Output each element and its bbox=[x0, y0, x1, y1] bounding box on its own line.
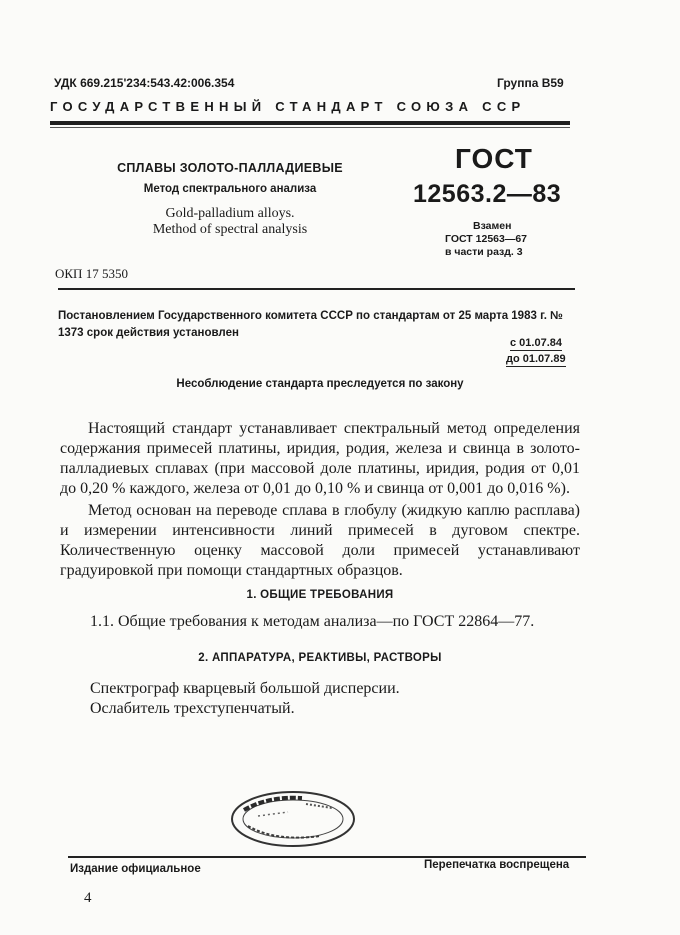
udk-code: УДК 669.215'234:543.42:006.354 bbox=[54, 76, 235, 90]
paragraph-method: Метод основан на переводе сплава в глобулу (жидкую каплю расплава) и измерении интенсивности линий примесей в дуговом спектре. Количественную оценку массовой доли примесей устанавливают градуировкой при помощи стандартных образцов. bbox=[60, 502, 580, 579]
gost-number: 12563.2—83 bbox=[413, 180, 562, 208]
replaces-gost: ГОСТ 12563—67 bbox=[445, 233, 528, 245]
clause-1-1: 1.1. Общие требования к методам анализа—по ГОСТ 22864—77. bbox=[90, 613, 535, 630]
title-english bbox=[100, 206, 360, 238]
decree-text: Постановлением Государственного комитета СССР по стандартам от 25 марта 1983 г. № 1373 срок действия установлен bbox=[58, 310, 563, 339]
title-english-line2: Method of spectral analysis bbox=[152, 222, 308, 237]
date-from: с 01.07.84 bbox=[510, 337, 562, 349]
title-english-line1: Gold-palladium alloys. bbox=[165, 206, 295, 221]
date-to: до 01.07.89 bbox=[506, 353, 566, 365]
reprint-notice: Перепечатка воспрещена bbox=[424, 859, 570, 871]
apparatus-item: Ослабитель трехступенчатый. bbox=[90, 700, 295, 717]
replaces-part: в части разд. 3 bbox=[445, 246, 523, 258]
group-code: Группа В59 bbox=[497, 76, 564, 90]
stamp-oval-icon bbox=[228, 788, 358, 850]
gost-label: ГОСТ bbox=[455, 143, 533, 174]
replaces-label: Взамен bbox=[473, 220, 512, 232]
section-heading-apparatus: 2. АППАРАТУРА, РЕАКТИВЫ, РАСТВОРЫ bbox=[198, 652, 442, 664]
library-stamp bbox=[228, 788, 358, 855]
official-edition: Издание официальное bbox=[70, 863, 201, 875]
page-number: 4 bbox=[84, 890, 92, 906]
replaces-block bbox=[445, 220, 527, 259]
state-standard-header: ГОСУДАРСТВЕННЫЙ СТАНДАРТ СОЮЗА ССР bbox=[50, 99, 526, 114]
apparatus-item: Спектрограф кварцевый большой дисперсии. bbox=[90, 680, 400, 697]
paragraph-scope: Настоящий стандарт устанавливает спектральный метод определения содержания примесей платины, иридия, родия, железа и свинца в золото-палладиевых сплавах (при массовой доле платины, иридия, родия от 0,01 до 0,20 % каждого, железа от 0,01 до 0,10 % и свинца от 0,001 до 0,016 %). bbox=[60, 420, 580, 497]
footer-rule bbox=[68, 856, 586, 858]
subtitle-russian: Метод спектрального анализа bbox=[143, 183, 317, 195]
header-rule-thick bbox=[50, 121, 570, 125]
header-rule-thin bbox=[50, 127, 570, 128]
title-russian: СПЛАВЫ ЗОЛОТО-ПАЛЛАДИЕВЫЕ bbox=[117, 161, 343, 175]
separator-rule bbox=[58, 288, 575, 290]
okp-code: ОКП 17 5350 bbox=[55, 266, 128, 281]
section-heading-general: 1. ОБЩИЕ ТРЕБОВАНИЯ bbox=[246, 589, 394, 601]
law-notice: Несоблюдение стандарта преследуется по закону bbox=[176, 378, 464, 390]
